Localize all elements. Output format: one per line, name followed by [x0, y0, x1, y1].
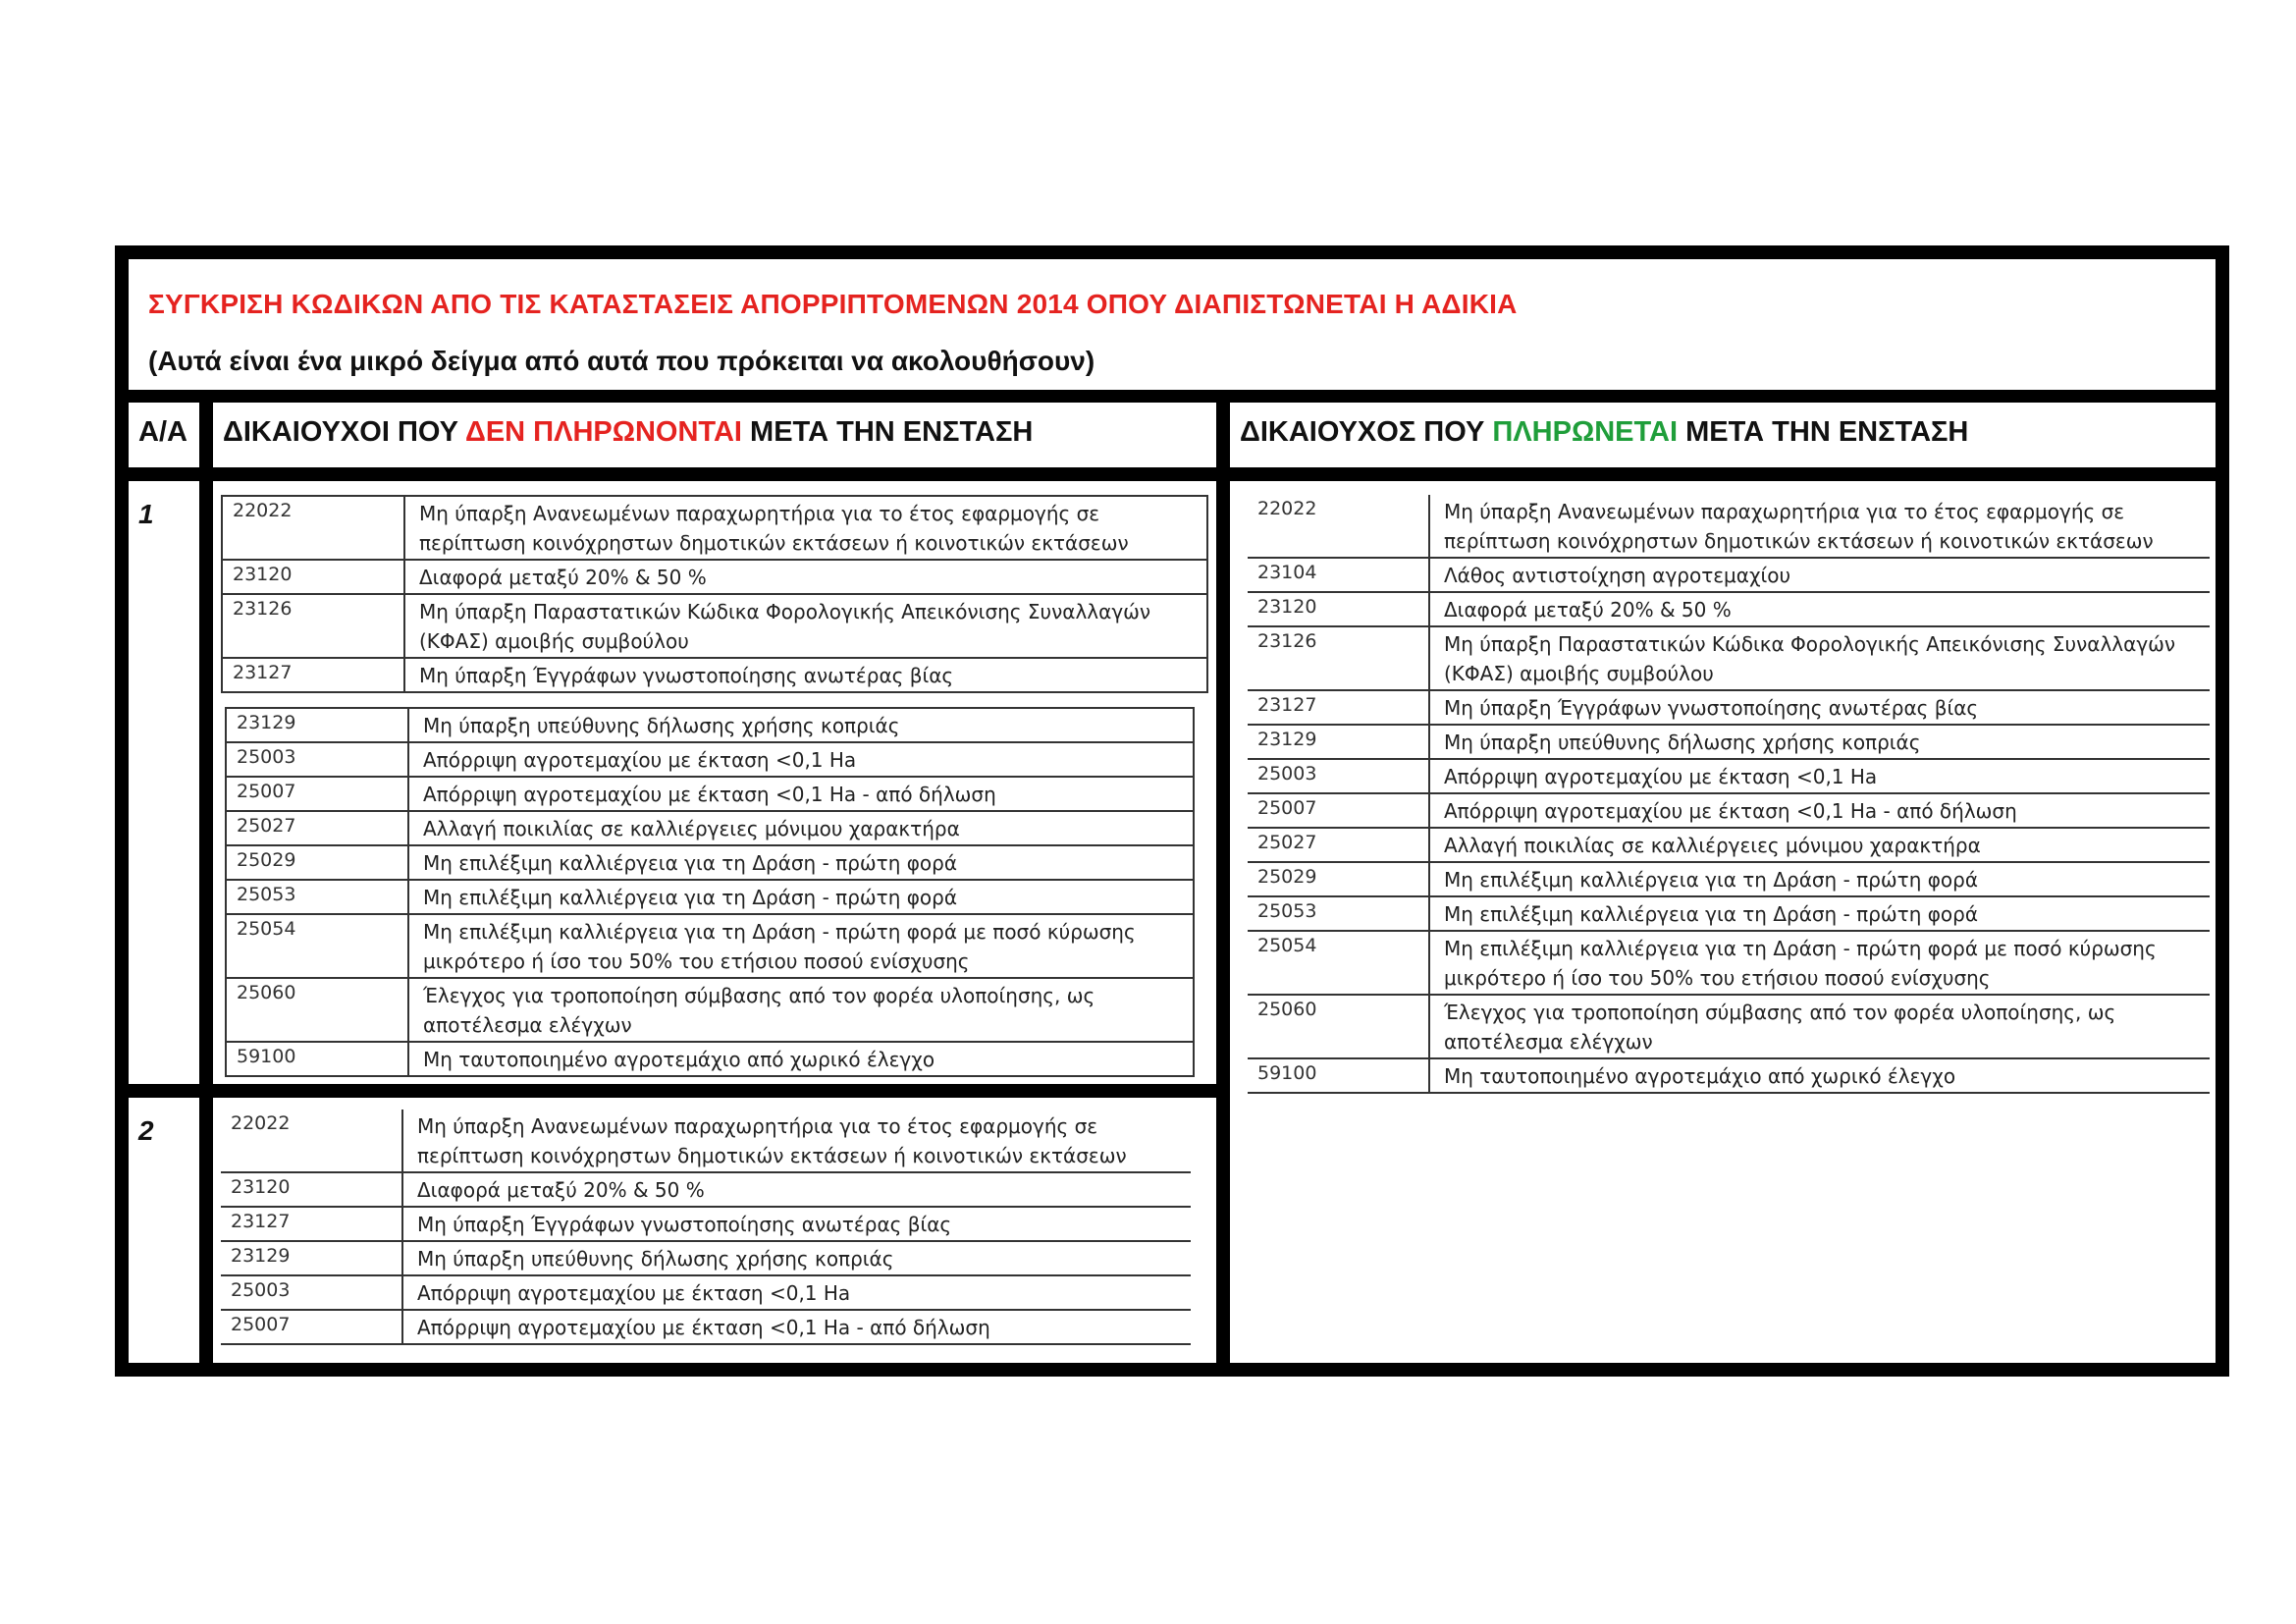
rejection-description: Διαφορά μεταξύ 20% & 50 % [1429, 592, 2210, 626]
rejection-code: 59100 [226, 1042, 408, 1076]
rejection-code: 23120 [221, 1172, 402, 1207]
rejection-code: 23129 [226, 708, 408, 742]
title-cell [129, 259, 2216, 390]
header-paid-highlight: ΠΛΗΡΩΝΕΤΑΙ [1492, 416, 1679, 448]
page-title: ΣΥΓΚΡΙΣΗ ΚΩΔΙΚΩΝ ΑΠΟ ΤΙΣ ΚΑΤΑΣΤΑΣΕΙΣ ΑΠΟΡΡΙΠΤΟΜΕΝΩΝ 2014 ΟΠΟΥ ΔΙΑΠΙΣΤΩΝΕΤΑΙ Η ΑΔΙΚΙΑ [148, 289, 1518, 319]
table-row [226, 1042, 1194, 1076]
header-not-paid-suffix: ΜΕΤΑ ΤΗΝ ΕΝΣΤΑΣΗ [741, 416, 1034, 448]
rejection-description: Έλεγχος για τροποποίηση σύμβασης από τον φορέα υλοποίησης, ως αποτέλεσμα ελέγχων [408, 978, 1194, 1042]
table-row [222, 594, 1207, 658]
rejection-description: Μη επιλέξιμη καλλιέργεια για τη Δράση - πρώτη φορά με ποσό κύρωσης μικρότερο ή ίσο του 50% του ετήσιου ποσού ενίσχυσης [1429, 931, 2210, 995]
table-row [1248, 725, 2210, 759]
table-row [226, 811, 1194, 845]
table-row [1248, 896, 2210, 931]
rejection-description: Μη επιλέξιμη καλλιέργεια για τη Δράση - πρώτη φορά [1429, 896, 2210, 931]
code-table [1248, 495, 2210, 1094]
table-row [226, 708, 1194, 742]
rejection-description: Έλεγχος για τροποποίηση σύμβασης από τον φορέα υλοποίησης, ως αποτέλεσμα ελέγχων [1429, 995, 2210, 1058]
rejection-code: 23127 [222, 658, 404, 692]
table-row [221, 1310, 1191, 1344]
rejection-description: Μη ύπαρξη Ανανεωμένων παραχωρητήρια για το έτος εφαρμογής σε περίπτωση κοινόχρηστων δημοτικών εκτάσεων ή κοινοτικών εκτάσεων [402, 1110, 1191, 1172]
rejection-code: 23104 [1248, 558, 1429, 592]
rejection-description: Μη επιλέξιμη καλλιέργεια για τη Δράση - πρώτη φορά με ποσό κύρωσης μικρότερο ή ίσο του 50% του ετήσιου ποσού ενίσχυσης [408, 914, 1194, 978]
rejection-code: 25029 [226, 845, 408, 880]
rejection-code: 25003 [221, 1275, 402, 1310]
rejection-code: 25060 [226, 978, 408, 1042]
rejection-code: 25003 [226, 742, 408, 777]
rejection-code: 25060 [1248, 995, 1429, 1058]
table-row [222, 496, 1207, 560]
rejection-description: Απόρριψη αγροτεμαχίου με έκταση <0,1 Ha - από δήλωση [402, 1310, 1191, 1344]
table-row [221, 1241, 1191, 1275]
rejection-description: Μη ύπαρξη Ανανεωμένων παραχωρητήρια για το έτος εφαρμογής σε περίπτωση κοινόχρηστων δημοτικών εκτάσεων ή κοινοτικών εκτάσεων [1429, 495, 2210, 558]
rejection-description: Απόρριψη αγροτεμαχίου με έκταση <0,1 Ha [408, 742, 1194, 777]
rejection-description: Απόρριψη αγροτεμαχίου με έκταση <0,1 Ha - από δήλωση [408, 777, 1194, 811]
rejection-code: 22022 [222, 496, 404, 560]
table-row [222, 658, 1207, 692]
comparison-table-frame [115, 245, 2229, 1377]
rejection-code: 59100 [1248, 1058, 1429, 1093]
table-row [222, 560, 1207, 594]
header-aa-label: Α/Α [138, 416, 187, 448]
code-table [225, 707, 1195, 1077]
table-row [1248, 558, 2210, 592]
table-row [1248, 828, 2210, 862]
rejection-description: Μη ύπαρξη Παραστατικών Κώδικα Φορολογικής Απεικόνισης Συναλλαγών (ΚΦΑΣ) αμοιβής συμβούλου [404, 594, 1207, 658]
rejection-code: 23129 [221, 1241, 402, 1275]
rejection-code: 25054 [226, 914, 408, 978]
rejection-description: Μη ύπαρξη υπεύθυνης δήλωσης χρήσης κοπριάς [402, 1241, 1191, 1275]
rejection-description: Μη ύπαρξη Έγγράφων γνωστοποίησης ανωτέρας βίας [1429, 690, 2210, 725]
rejection-description: Διαφορά μεταξύ 20% & 50 % [404, 560, 1207, 594]
header-not-paid-prefix: ΔΙΚΑΙΟΥΧΟΙ ΠΟΥ [223, 416, 465, 448]
header-paid-label [1230, 403, 2216, 461]
rejection-code: 23129 [1248, 725, 1429, 759]
table-row [221, 1110, 1191, 1172]
rejection-code: 25003 [1248, 759, 1429, 793]
rejection-description: Μη ταυτοποιημένο αγροτεμάχιο από χωρικό έλεγχο [1429, 1058, 2210, 1093]
row-number-cell [129, 1098, 199, 1363]
rejection-description: Απόρριψη αγροτεμαχίου με έκταση <0,1 Ha [402, 1275, 1191, 1310]
header-not-paid [213, 403, 1216, 467]
table-row [1248, 592, 2210, 626]
rejection-description: Μη ύπαρξη υπεύθυνης δήλωσης χρήσης κοπριάς [408, 708, 1194, 742]
rejection-description: Απόρριψη αγροτεμαχίου με έκταση <0,1 Ha - από δήλωση [1429, 793, 2210, 828]
rejection-code: 25029 [1248, 862, 1429, 896]
rejection-code: 25007 [1248, 793, 1429, 828]
rejection-description: Μη ύπαρξη Έγγράφων γνωστοποίησης ανωτέρας βίας [404, 658, 1207, 692]
rejection-description: Μη ύπαρξη Ανανεωμένων παραχωρητήρια για το έτος εφαρμογής σε περίπτωση κοινόχρηστων δημοτικών εκτάσεων ή κοινοτικών εκτάσεων [404, 496, 1207, 560]
rejection-code: 25027 [1248, 828, 1429, 862]
table-row [226, 742, 1194, 777]
rejection-code: 23126 [1248, 626, 1429, 690]
table-row [221, 1275, 1191, 1310]
rejection-code: 23127 [221, 1207, 402, 1241]
row-number: 1 [138, 499, 154, 529]
rejection-description: Απόρριψη αγροτεμαχίου με έκταση <0,1 Ha [1429, 759, 2210, 793]
table-row [1248, 995, 2210, 1058]
rejection-code: 23127 [1248, 690, 1429, 725]
rejection-description: Μη επιλέξιμη καλλιέργεια για τη Δράση - πρώτη φορά [1429, 862, 2210, 896]
rejection-code: 23120 [222, 560, 404, 594]
header-paid-suffix: ΜΕΤΑ ΤΗΝ ΕΝΣΤΑΣΗ [1678, 416, 1969, 448]
header-paid [1230, 403, 2216, 467]
rejection-description: Μη ύπαρξη υπεύθυνης δήλωσης χρήσης κοπριάς [1429, 725, 2210, 759]
rejection-description: Μη ύπαρξη Έγγράφων γνωστοποίησης ανωτέρας βίας [402, 1207, 1191, 1241]
table-row [1248, 862, 2210, 896]
table-row [1248, 931, 2210, 995]
rejection-code: 22022 [221, 1110, 402, 1172]
table-row [1248, 759, 2210, 793]
table-row [1248, 793, 2210, 828]
table-row [226, 845, 1194, 880]
table-row [226, 914, 1194, 978]
rejection-code: 23126 [222, 594, 404, 658]
code-table [221, 1110, 1191, 1345]
rejection-description: Αλλαγή ποικιλίας σε καλλιέργειες μόνιμου χαρακτήρα [1429, 828, 2210, 862]
rejection-code: 25053 [226, 880, 408, 914]
header-aa [129, 403, 199, 467]
rejection-code: 25007 [226, 777, 408, 811]
rejection-description: Αλλαγή ποικιλίας σε καλλιέργειες μόνιμου χαρακτήρα [408, 811, 1194, 845]
header-not-paid-highlight: ΔΕΝ ΠΛΗΡΩΝΟΝΤΑΙ [464, 416, 742, 448]
rejection-code: 25054 [1248, 931, 1429, 995]
rejection-description: Διαφορά μεταξύ 20% & 50 % [402, 1172, 1191, 1207]
rejection-description: Λάθος αντιστοίχηση αγροτεμαχίου [1429, 558, 2210, 592]
table-row [226, 777, 1194, 811]
table-row [1248, 1058, 2210, 1093]
table-row [221, 1172, 1191, 1207]
rejection-code: 22022 [1248, 495, 1429, 558]
table-row [1248, 690, 2210, 725]
header-paid-prefix: ΔΙΚΑΙΟΥΧΟΣ ΠΟΥ [1240, 416, 1493, 448]
row-number-cell [129, 481, 199, 1084]
rejection-code: 25007 [221, 1310, 402, 1344]
not-paid-cell-row1 [213, 481, 1216, 1084]
table-row [226, 978, 1194, 1042]
rejection-description: Μη επιλέξιμη καλλιέργεια για τη Δράση - πρώτη φορά [408, 845, 1194, 880]
not-paid-cell-row2 [213, 1098, 1216, 1363]
row-number: 2 [138, 1115, 154, 1146]
rejection-description: Μη ταυτοποιημένο αγροτεμάχιο από χωρικό έλεγχο [408, 1042, 1194, 1076]
table-row [226, 880, 1194, 914]
table-row [1248, 495, 2210, 558]
header-not-paid-label [213, 403, 1216, 461]
table-row [221, 1207, 1191, 1241]
paid-cell-row1 [1230, 481, 2216, 1363]
rejection-code: 23120 [1248, 592, 1429, 626]
rejection-description: Μη ύπαρξη Παραστατικών Κώδικα Φορολογικής Απεικόνισης Συναλλαγών (ΚΦΑΣ) αμοιβής συμβούλου [1429, 626, 2210, 690]
rejection-code: 25053 [1248, 896, 1429, 931]
code-table [221, 495, 1208, 693]
table-row [1248, 626, 2210, 690]
page-subtitle: (Αυτά είναι ένα μικρό δείγμα από αυτά που πρόκειται να ακολουθήσουν) [148, 346, 1095, 376]
rejection-code: 25027 [226, 811, 408, 845]
rejection-description: Μη επιλέξιμη καλλιέργεια για τη Δράση - πρώτη φορά [408, 880, 1194, 914]
